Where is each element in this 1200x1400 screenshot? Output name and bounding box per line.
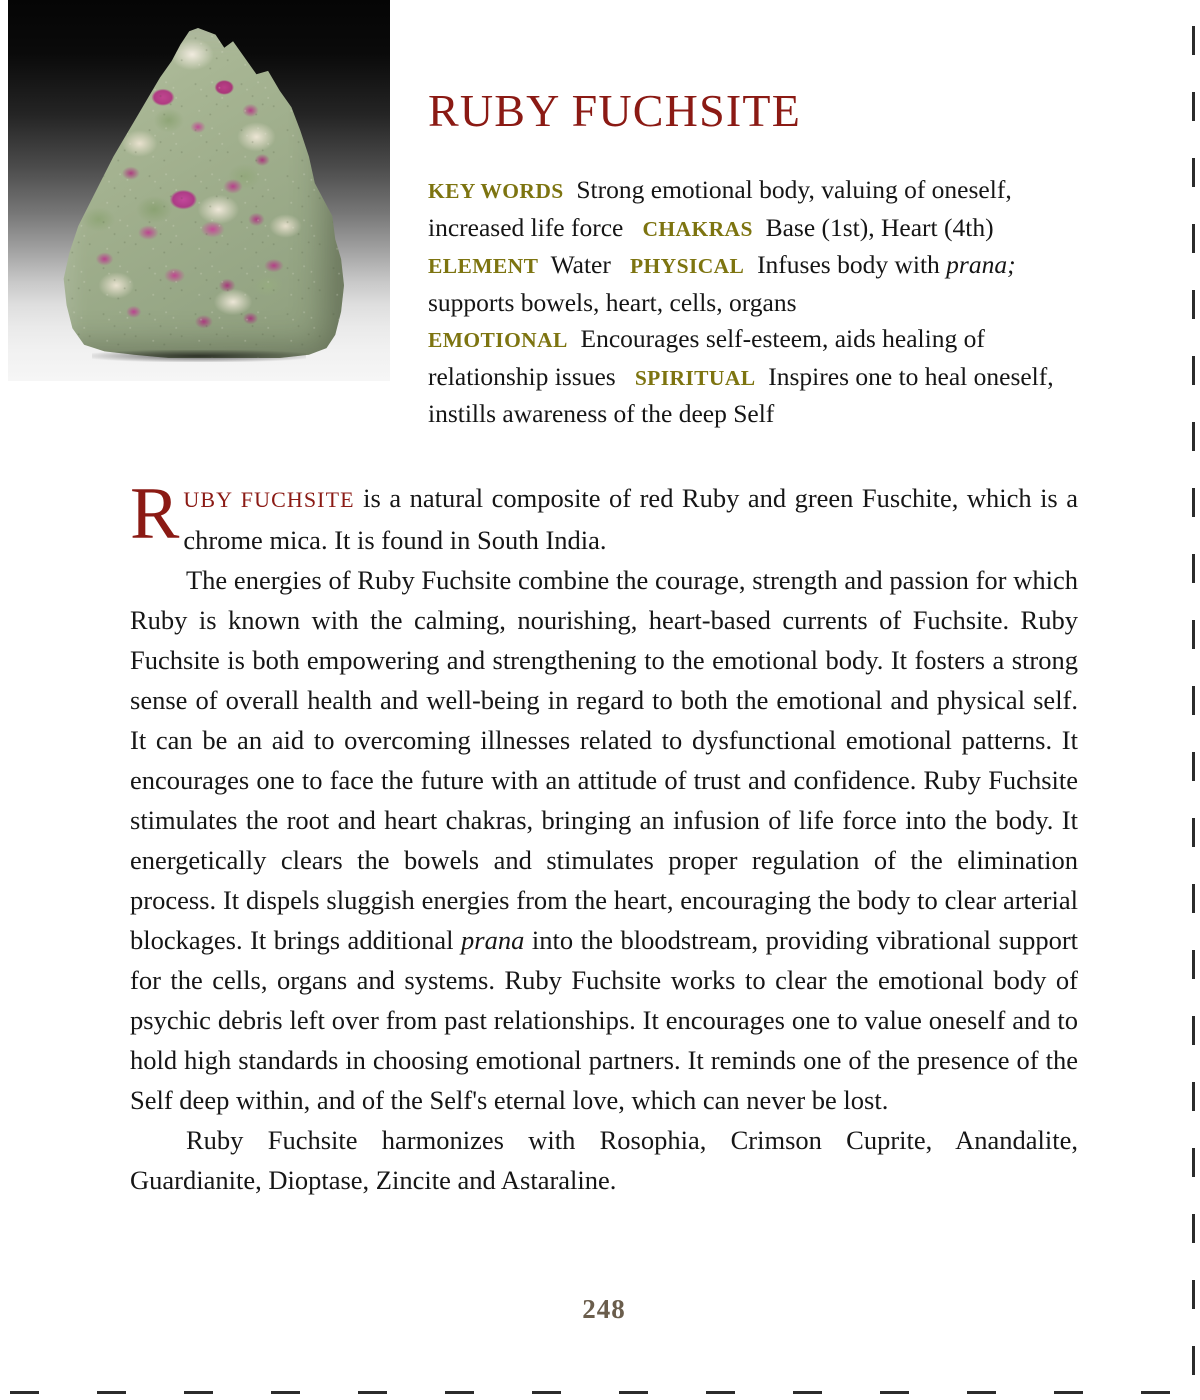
tick-mark-horizontal <box>1141 1391 1170 1394</box>
tick-mark-vertical <box>1192 950 1195 979</box>
tick-mark-horizontal <box>793 1391 822 1394</box>
prop-value-physical: Infuses body with prana; supports bowels, heart, cells, organs <box>428 250 1016 317</box>
bottom-edge-tick-marks <box>0 1391 1200 1394</box>
page-number: 248 <box>582 1294 626 1324</box>
stone-grain-texture <box>52 28 344 358</box>
tick-mark-vertical <box>1192 1214 1195 1243</box>
prop-label-chakras: CHAKRAS <box>642 216 753 241</box>
specimen-photograph <box>8 0 390 381</box>
tick-mark-vertical <box>1192 92 1195 121</box>
tick-mark-horizontal <box>880 1391 909 1394</box>
prop-label-key-words: KEY WORDS <box>428 179 564 203</box>
prop-label-element: ELEMENT <box>428 254 539 278</box>
tick-mark-vertical <box>1192 620 1195 649</box>
tick-mark-horizontal <box>619 1391 648 1394</box>
tick-mark-vertical <box>1192 26 1195 55</box>
tick-mark-vertical <box>1192 290 1195 319</box>
tick-mark-vertical <box>1192 818 1195 847</box>
tick-mark-horizontal <box>1054 1391 1083 1394</box>
paragraph-2-part-b: into the bloodstream, providing vibrational support for the cells, organs and systems. Ruby Fuchsite works to clear the emotional body of psychic debris left over from past relationships. It encourages one to value oneself and to hold high standards in choosing emotional partners. It reminds one of the presence of the Self deep within, and of the Self's eternal love, which can never be lost. <box>130 925 1079 1115</box>
tick-mark-vertical <box>1192 224 1195 253</box>
properties-block <box>428 172 1078 433</box>
prop-value-spiritual: Inspires one to heal oneself, instills awareness of the deep Self <box>428 361 1054 428</box>
tick-mark-vertical <box>1192 1346 1195 1375</box>
tick-mark-vertical <box>1192 356 1195 385</box>
paragraph-2 <box>130 560 1078 1120</box>
tick-mark-horizontal <box>97 1391 126 1394</box>
prop-label-physical: PHYSICAL <box>630 254 745 278</box>
prop-value-key-words: Strong emotional body, valuing of oneself, increased life force <box>428 175 1012 242</box>
paragraph-1 <box>130 473 1078 560</box>
stone-body <box>52 28 344 358</box>
prop-label-emotional: EMOTIONAL <box>428 328 568 352</box>
tick-mark-vertical <box>1192 422 1195 451</box>
prop-value-element: Water <box>550 250 611 279</box>
prop-value-emotional: Encourages self-esteem, aids healing of relationship issues <box>428 324 985 391</box>
italic-prana: prana <box>461 925 525 955</box>
tick-mark-vertical <box>1192 554 1195 583</box>
tick-mark-horizontal <box>184 1391 213 1394</box>
ruby-fuchsite-stone <box>52 28 344 358</box>
tick-mark-horizontal <box>967 1391 996 1394</box>
tick-mark-vertical <box>1192 884 1195 913</box>
tick-mark-vertical <box>1192 488 1195 517</box>
tick-mark-vertical <box>1192 158 1195 187</box>
tick-mark-vertical <box>1192 686 1195 715</box>
lead-small-caps: UBY FUCHSITE <box>183 487 355 512</box>
tick-mark-horizontal <box>706 1391 735 1394</box>
tick-mark-vertical <box>1192 1016 1195 1045</box>
tick-mark-vertical <box>1192 1148 1195 1177</box>
tick-mark-vertical <box>1192 752 1195 781</box>
tick-mark-horizontal <box>10 1391 39 1394</box>
page-title: RUBY FUCHSITE <box>428 85 801 136</box>
prop-label-spiritual: SPIRITUAL <box>634 365 756 390</box>
tick-mark-horizontal <box>532 1391 561 1394</box>
drop-cap: R <box>130 473 180 555</box>
tick-mark-horizontal <box>271 1391 300 1394</box>
tick-mark-vertical <box>1192 1082 1195 1111</box>
prop-value-chakras: Base (1st), Heart (4th) <box>765 212 994 242</box>
paragraph-3: Ruby Fuchsite harmonizes with Rosophia, Crimson Cuprite, Anandalite, Guardianite, Dioptase, Zincite and Astaraline. <box>130 1125 1078 1195</box>
tick-mark-vertical <box>1192 1280 1195 1309</box>
tick-mark-horizontal <box>358 1391 387 1394</box>
stone-cast-shadow <box>92 350 306 362</box>
tick-mark-horizontal <box>445 1391 474 1394</box>
paragraph-1-text: is a natural composite of red Ruby and green Fuschite, which is a chrome mica. It is found in South India. <box>183 483 1078 555</box>
paragraph-2-part-a: The energies of Ruby Fuchsite combine the courage, strength and passion for which Ruby is known with the calming, nourishing, heart-based currents of Fuchsite. Ruby Fuchsite is both empowering and strengthening to the emotional body. It fosters a strong sense of overall health and well-being in regard to both the emotional and physical self. It can be an aid to overcoming illnesses related to dysfunctional emotional patterns. It encourages one to face the future with an attitude of trust and confidence. Ruby Fuchsite stimulates the root and heart chakras, bringing an infusion of life force into the body. It energetically clears the bowels and stimulates proper regulation of the elimination process. It dispels sluggish energies from the heart, encouraging the body to clear arterial blockages. It brings additional <box>130 565 1078 955</box>
body-copy <box>130 473 1079 1200</box>
right-edge-tick-marks <box>1192 0 1195 1400</box>
